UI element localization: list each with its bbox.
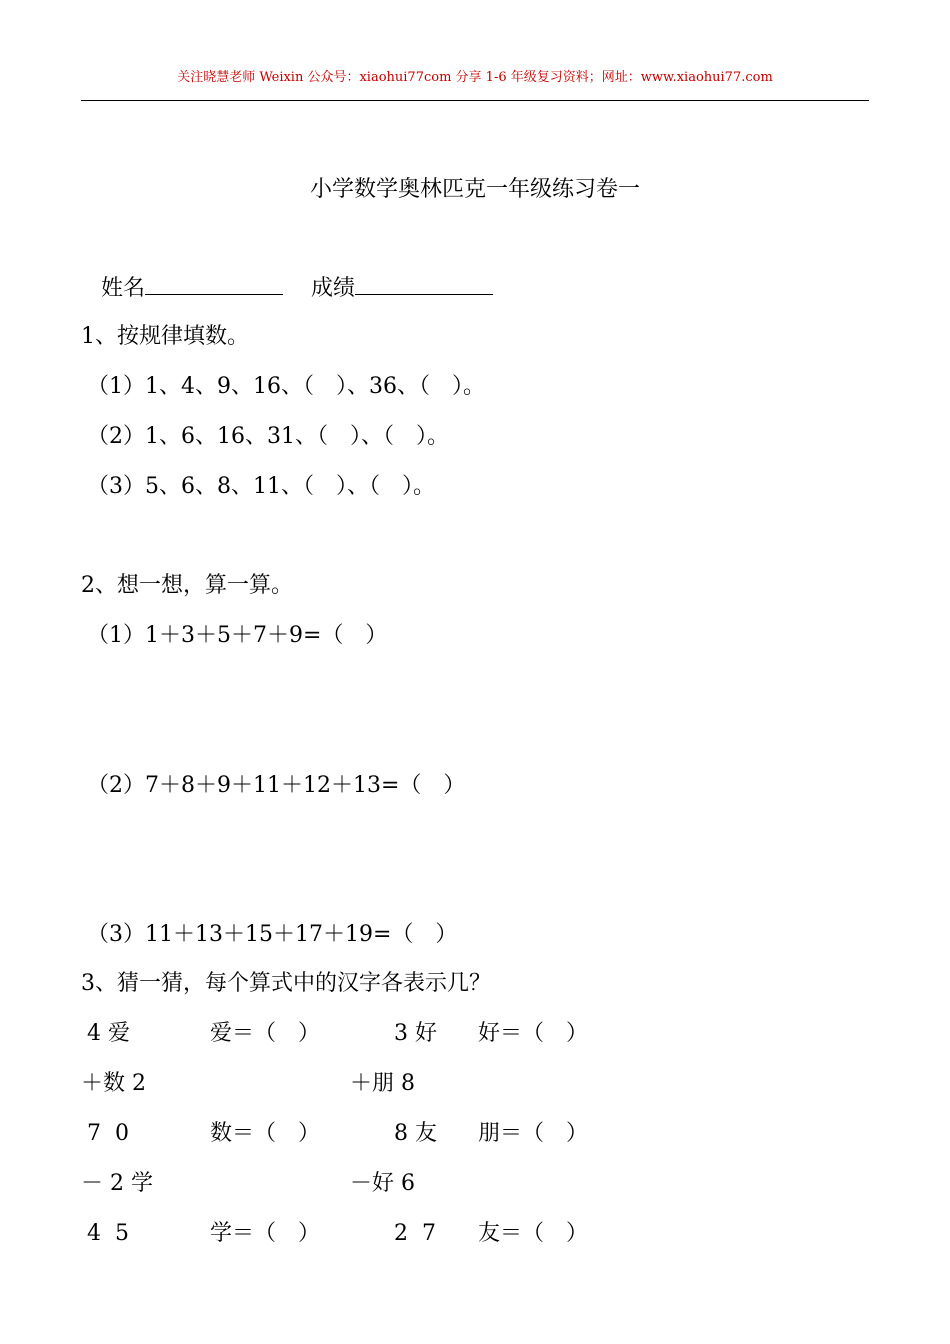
student-info-row (101, 272, 493, 304)
right-puzzle-row-1: 3 好 (394, 1021, 437, 1046)
section2-item-3: （3）11＋13＋15＋17＋19=（ ） (87, 922, 458, 947)
page-title: 小学数学奥林匹克一年级练习卷一 (309, 177, 640, 202)
answer-shu: 数＝（ ） (210, 1121, 321, 1146)
answer-hao: 好＝（ ） (478, 1021, 589, 1046)
name-blank[interactable] (145, 272, 283, 295)
right-puzzle-row-5: 2 7 (394, 1221, 436, 1246)
left-puzzle-row-1: 4 爱 (87, 1021, 130, 1046)
section2-item-2: （2）7＋8＋9＋11＋12＋13=（ ） (87, 773, 466, 798)
left-puzzle-row-3: 7 0 (87, 1121, 129, 1146)
name-label: 姓名 (101, 276, 146, 301)
section3-heading: 3、猜一猜，每个算式中的汉字各表示几？ (81, 971, 491, 996)
answer-ai: 爱＝（ ） (210, 1021, 321, 1046)
section1-heading: 1、按规律填数。 (81, 324, 249, 349)
section1-item-3: （3）5、6、8、11、（ ）、（ ）。 (87, 474, 435, 499)
score-label: 成绩 (311, 276, 356, 301)
left-puzzle-row-2: ＋数 2 (81, 1071, 146, 1096)
header-divider (81, 100, 869, 101)
section2-heading: 2、想一想，算一算。 (81, 573, 293, 598)
right-puzzle-row-2: ＋朋 8 (350, 1071, 415, 1096)
header-banner: 关注晓慧老师 Weixin 公众号：xiaohui77com 分享 1-6 年级复习资料；网址：www.xiaohui77.com (177, 70, 773, 85)
left-puzzle-row-5: 4 5 (87, 1221, 129, 1246)
right-puzzle-row-4: －好 6 (350, 1171, 415, 1196)
answer-you: 友＝（ ） (478, 1221, 589, 1246)
answer-peng: 朋＝（ ） (478, 1121, 589, 1146)
section1-item-1: （1）1、4、9、16、（ ）、36、（ ）。 (87, 374, 485, 399)
section1-item-2: （2）1、6、16、31、（ ）、（ ）。 (87, 424, 449, 449)
left-puzzle-row-4: － 2 学 (81, 1171, 153, 1196)
answer-xue: 学＝（ ） (210, 1221, 321, 1246)
right-puzzle-row-3: 8 友 (394, 1121, 437, 1146)
section2-item-1: （1）1＋3＋5＋7＋9=（ ） (87, 623, 388, 648)
score-blank[interactable] (355, 272, 493, 295)
